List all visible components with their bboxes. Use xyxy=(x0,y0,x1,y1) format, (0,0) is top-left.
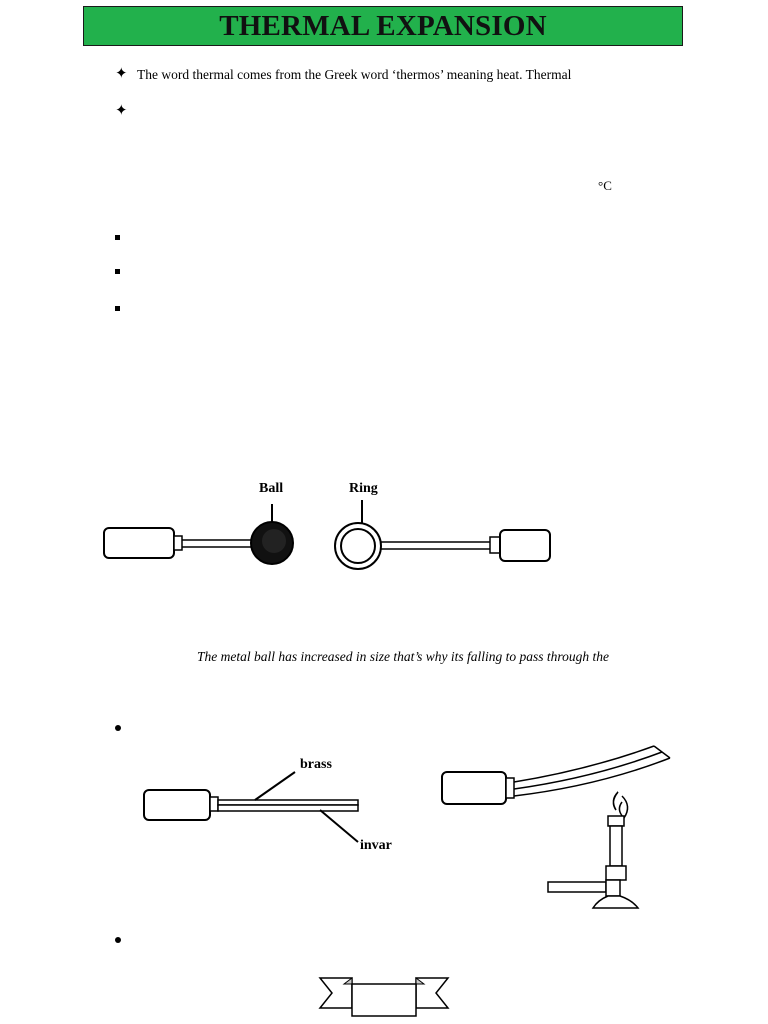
bimetallic-strip-diagram xyxy=(140,750,400,855)
ball-caption: The metal ball has increased in size that’s why its falling to pass through the xyxy=(197,649,610,664)
title-banner xyxy=(83,6,683,46)
page-title: THERMAL EXPANSION xyxy=(219,9,547,42)
intro-text: The word thermal comes from the Greek word ‘thermos’ meaning heat. Thermal xyxy=(137,67,572,82)
ribbon-banner-icon xyxy=(318,974,450,1018)
round-bullet-icon xyxy=(115,725,121,731)
degree-celsius-text: °C xyxy=(598,178,612,193)
ball-and-ring-diagram xyxy=(98,470,562,582)
star-bullet-icon: ✦ xyxy=(115,66,128,82)
star-bullet-icon: ✦ xyxy=(115,103,128,119)
round-bullet-icon xyxy=(115,937,121,943)
square-bullet-icon xyxy=(115,235,120,240)
heated-bimetallic-strip-diagram xyxy=(438,740,676,912)
ball-label: Ball xyxy=(259,481,284,496)
invar-label: invar xyxy=(360,838,392,853)
square-bullet-icon xyxy=(115,269,120,274)
ring-label: Ring xyxy=(349,481,378,496)
square-bullet-icon xyxy=(115,306,120,311)
brass-label: brass xyxy=(300,757,332,772)
